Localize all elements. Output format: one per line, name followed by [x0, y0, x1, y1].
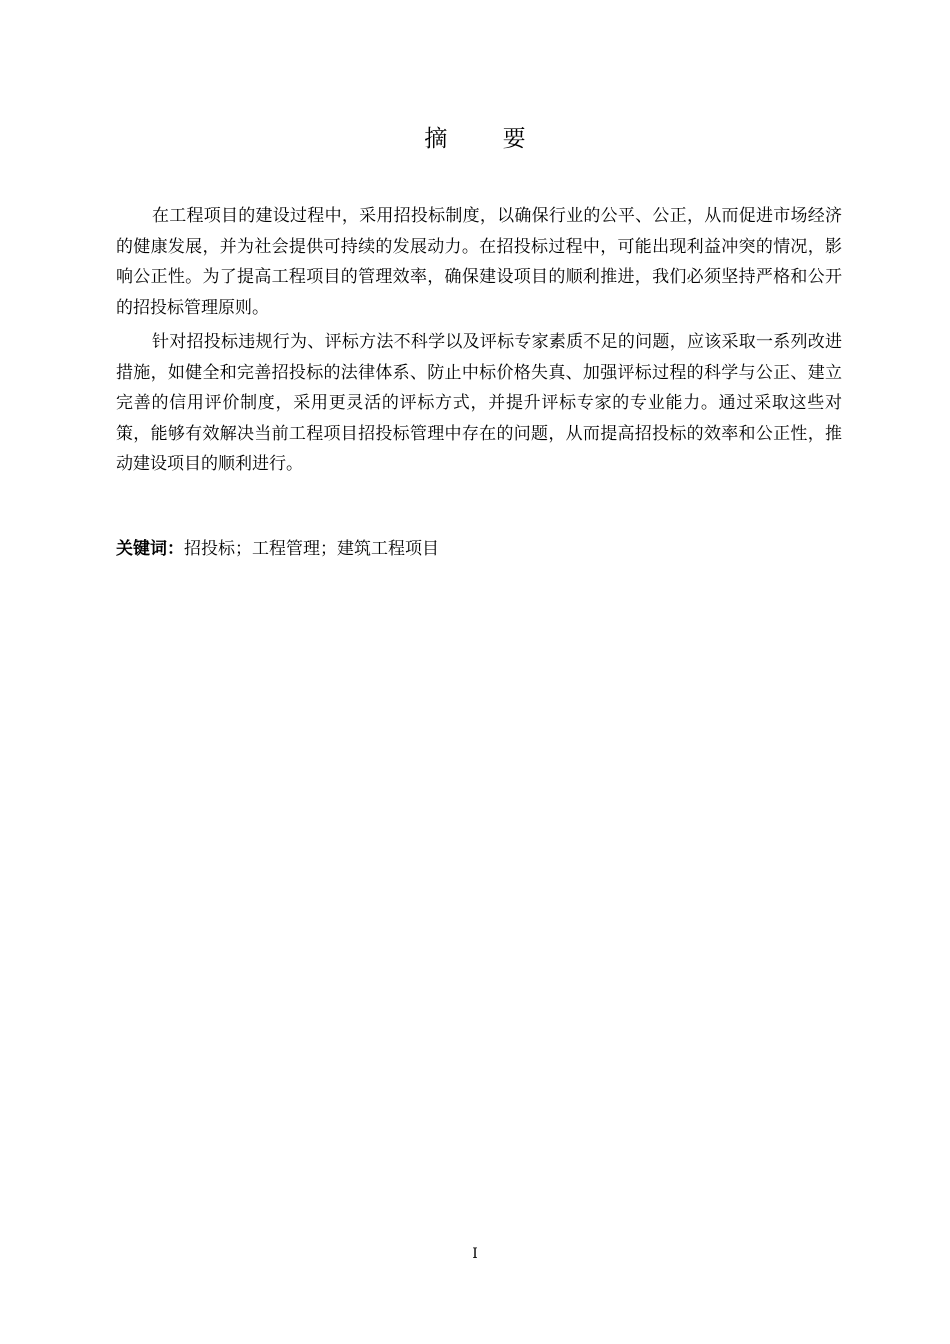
page-title: 摘 要: [424, 126, 550, 152]
keywords-text: 招投标；工程管理；建筑工程项目: [184, 539, 439, 559]
keywords-line: [116, 534, 842, 564]
abstract-paragraph-2: 针对招投标违规行为、评标方法不科学以及评标专家素质不足的问题，应该采取一系列改进措施，如健全和完善招投标的法律体系、防止中标价格失真、加强评标过程的科学与公正、建立完善的信用评价制度，采用更灵活的评标方式，并提升评标专家的专业能力。通过采取这些对策，能够有效解决当前工程项目招投标管理中存在的问题，从而提高招投标的效率和公正性，推动建设项目的顺利进行。: [116, 332, 842, 474]
abstract-paragraph-1: 在工程项目的建设过程中，采用招投标制度，以确保行业的公平、公正，从而促进市场经济的健康发展，并为社会提供可持续的发展动力。在招投标过程中，可能出现利益冲突的情况，影响公正性。为了提高工程项目的管理效率，确保建设项目的顺利推进，我们必须坚持严格和公开的招投标管理原则。: [116, 206, 842, 318]
abstract-body: [116, 201, 842, 480]
page-number: I: [472, 1246, 478, 1262]
keywords-label: 关键词：: [116, 539, 184, 559]
